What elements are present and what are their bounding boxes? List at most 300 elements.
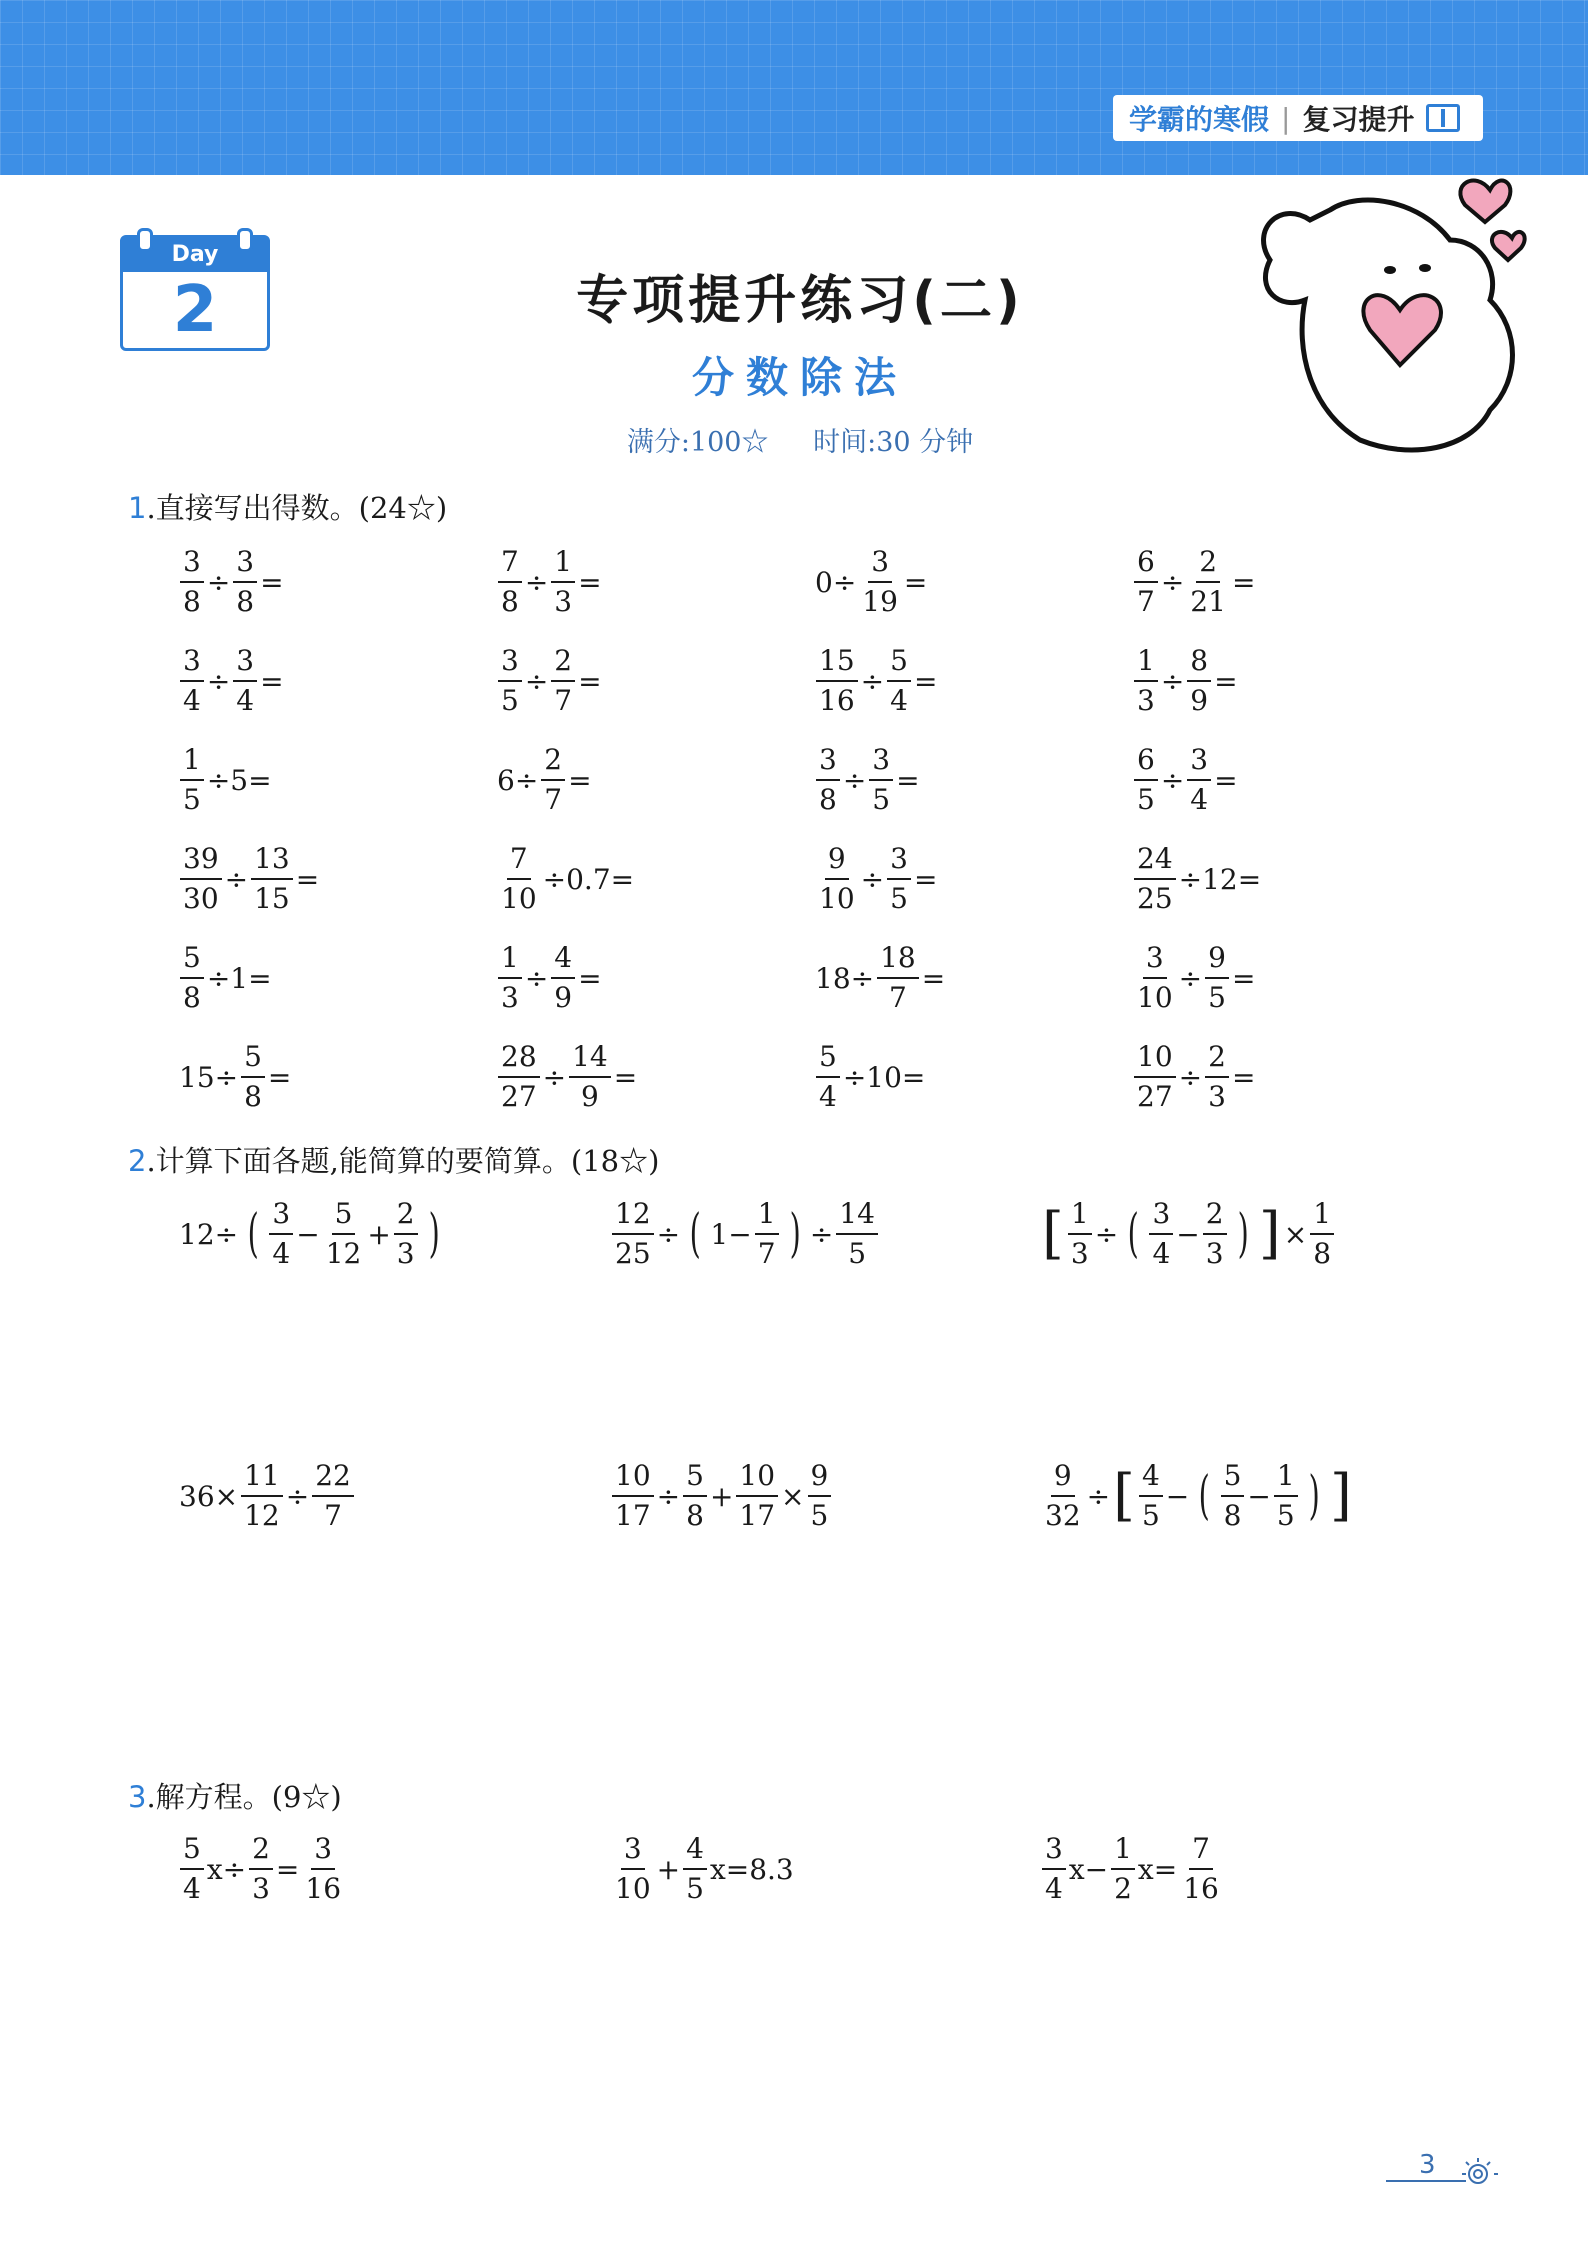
- numerator: 18: [877, 939, 919, 979]
- equation-problem: [178, 1830, 346, 1908]
- denominator: 10: [615, 1872, 651, 1905]
- denominator: 16: [1183, 1872, 1219, 1905]
- fraction: [551, 939, 575, 1017]
- oral-problem: [814, 741, 921, 819]
- numerator: 1: [1274, 1457, 1298, 1497]
- fraction: [612, 1830, 654, 1908]
- numerator: 24: [1134, 840, 1176, 880]
- numerator: 2: [1196, 543, 1220, 583]
- fraction: [180, 543, 204, 621]
- denominator: 27: [501, 1080, 537, 1113]
- oral-problem: [814, 1038, 926, 1116]
- operator-text: ×: [1283, 1217, 1308, 1251]
- operator-text: ÷: [860, 862, 885, 896]
- numerator: 7: [507, 840, 531, 880]
- fraction: [233, 642, 257, 720]
- denominator: 5: [848, 1237, 867, 1270]
- fraction: [1149, 1195, 1173, 1273]
- denominator: 12: [244, 1499, 280, 1532]
- operator-text: x=: [1137, 1852, 1178, 1886]
- oral-problem: [496, 543, 603, 621]
- denominator: 4: [183, 1872, 201, 1905]
- page-number: 3: [1386, 2150, 1466, 2182]
- operator-text: ÷: [1178, 961, 1203, 995]
- oral-problem: [178, 741, 273, 819]
- calculation-problem: [610, 1457, 833, 1535]
- fraction: [816, 642, 858, 720]
- operator-text: =: [913, 862, 938, 896]
- day-label: Day: [123, 238, 267, 272]
- oral-problem: [1132, 939, 1256, 1017]
- operator-text: x÷: [206, 1852, 247, 1886]
- fraction: [1187, 543, 1229, 621]
- numerator: 1: [1310, 1195, 1334, 1235]
- numerator: 28: [498, 1038, 540, 1078]
- numerator: 9: [808, 1457, 832, 1497]
- numerator: 13: [251, 840, 293, 880]
- denominator: 25: [615, 1237, 651, 1270]
- operator-text: ÷0.7=: [542, 862, 635, 896]
- fraction: [180, 642, 204, 720]
- numerator: 3: [269, 1195, 293, 1235]
- fraction: [541, 741, 565, 819]
- fraction: [816, 741, 840, 819]
- fraction: [755, 1195, 779, 1273]
- time-limit: 时间:30 分钟: [813, 427, 974, 458]
- denominator: 8: [183, 981, 201, 1014]
- numerator: 3: [868, 543, 892, 583]
- calculation-problem: [610, 1195, 880, 1273]
- numerator: 9: [1051, 1457, 1075, 1497]
- denominator: 7: [544, 783, 563, 816]
- oral-problem: [496, 1038, 638, 1116]
- fraction: [683, 1457, 707, 1535]
- fraction: [877, 939, 919, 1017]
- denominator: 16: [819, 684, 855, 717]
- numerator: 1: [180, 741, 204, 781]
- denominator: 8: [244, 1080, 262, 1113]
- operator-text: =: [568, 763, 592, 797]
- denominator: 3: [554, 585, 573, 618]
- section-number: 2: [128, 1144, 147, 1178]
- denominator: 4: [819, 1080, 837, 1113]
- calculation-problem: [1040, 1195, 1336, 1273]
- fraction: [816, 1038, 840, 1116]
- operator-text: =: [578, 664, 602, 698]
- operator-text: =: [260, 664, 284, 698]
- fraction: [312, 1457, 354, 1535]
- denominator: 17: [739, 1499, 776, 1532]
- operator-text: +: [367, 1217, 391, 1251]
- oral-problem: [178, 840, 320, 918]
- operator-text: 12÷: [179, 1217, 239, 1251]
- denominator: 5: [872, 783, 891, 816]
- fraction: [1205, 939, 1229, 1017]
- numerator: 3: [1187, 741, 1211, 781]
- oral-problem: [1132, 840, 1262, 918]
- fraction: [249, 1830, 273, 1908]
- fraction: [302, 1830, 344, 1908]
- fraction: [1221, 1457, 1245, 1535]
- denominator: 3: [1208, 1080, 1226, 1113]
- operator-text: =: [1231, 1060, 1256, 1094]
- numerator: 7: [1189, 1830, 1213, 1870]
- numerator: 14: [836, 1195, 878, 1235]
- operator-text: ÷: [1160, 565, 1185, 599]
- denominator: 4: [890, 684, 908, 717]
- operator-text: 6÷: [497, 763, 539, 797]
- denominator: 5: [810, 1499, 829, 1532]
- numerator: 5: [887, 642, 911, 682]
- fraction: [323, 1195, 365, 1273]
- denominator: 9: [554, 981, 573, 1014]
- operator-text: =: [295, 862, 320, 896]
- calendar-ring-icon: [137, 228, 153, 252]
- operator-text: =: [275, 1852, 300, 1886]
- denominator: 8: [236, 585, 255, 618]
- fraction: [180, 939, 204, 1017]
- numerator: 5: [816, 1038, 840, 1078]
- numerator: 3: [621, 1830, 645, 1870]
- section-number: 1: [128, 491, 147, 525]
- fraction: [1134, 642, 1158, 720]
- fraction: [887, 840, 911, 918]
- denominator: 5: [890, 882, 908, 915]
- oral-problem: [496, 840, 635, 918]
- oral-problem: [178, 939, 273, 1017]
- sun-swirl-icon: [1458, 2152, 1502, 2192]
- operator-text: −: [1247, 1479, 1271, 1513]
- numerator: 7: [498, 543, 522, 583]
- fraction: [1187, 642, 1211, 720]
- full-score: 满分:100☆: [626, 427, 769, 458]
- fraction: [808, 1457, 832, 1535]
- section-number: 3: [128, 1780, 147, 1814]
- operator-text: ÷5=: [206, 763, 272, 797]
- fraction: [180, 840, 222, 918]
- denominator: 10: [819, 882, 855, 915]
- denominator: 7: [889, 981, 907, 1014]
- operator-text: x−: [1068, 1852, 1109, 1886]
- numerator: 1: [1111, 1830, 1135, 1870]
- denominator: 5: [1141, 1499, 1160, 1532]
- fraction: [551, 543, 575, 621]
- fraction: [1187, 741, 1211, 819]
- denominator: 3: [1070, 1237, 1089, 1270]
- page-title: 专项提升练习(二): [576, 271, 1024, 331]
- section-text: .计算下面各题,能简算的要简算。(18☆): [146, 1144, 660, 1178]
- operator-text: ÷: [809, 1217, 834, 1251]
- fraction: [836, 1195, 878, 1273]
- oral-problem: [814, 543, 928, 621]
- numerator: 3: [1042, 1830, 1066, 1870]
- fraction: [1111, 1830, 1135, 1908]
- operator-text: x=8.3: [709, 1852, 794, 1886]
- fraction: [498, 642, 522, 720]
- numerator: 10: [612, 1457, 654, 1497]
- operator-text: ÷: [1160, 664, 1185, 698]
- numerator: 1: [1068, 1195, 1092, 1235]
- operator-text: ÷: [524, 565, 549, 599]
- header-banner: [0, 0, 1588, 175]
- operator-text: ÷: [206, 664, 231, 698]
- calculation-problem: [178, 1195, 448, 1273]
- equation-problem: [1040, 1830, 1224, 1908]
- denominator: 25: [1137, 882, 1173, 915]
- fraction: [233, 543, 257, 621]
- book-icon: [1426, 104, 1460, 132]
- section-1-heading: [128, 486, 447, 527]
- operator-text: =: [1214, 763, 1238, 797]
- numerator: 2: [249, 1830, 273, 1870]
- operator-text: ÷: [1086, 1479, 1111, 1513]
- denominator: 4: [1152, 1237, 1171, 1270]
- operator-text: ÷: [285, 1479, 310, 1513]
- denominator: 16: [305, 1872, 342, 1905]
- operator-text: ÷: [206, 565, 231, 599]
- numerator: 3: [1149, 1195, 1173, 1235]
- numerator: 1: [755, 1195, 779, 1235]
- denominator: 8: [819, 783, 837, 816]
- operator-text: =: [1231, 565, 1256, 599]
- oral-problem: [496, 642, 603, 720]
- denominator: 27: [1137, 1080, 1173, 1113]
- operator-text: 1−: [710, 1217, 752, 1251]
- denominator: 5: [686, 1872, 704, 1905]
- fraction: [498, 1038, 540, 1116]
- oral-problem: [496, 939, 603, 1017]
- numerator: 12: [612, 1195, 654, 1235]
- fraction: [180, 741, 204, 819]
- denominator: 8: [686, 1499, 704, 1532]
- numerator: 14: [569, 1038, 611, 1078]
- fraction: [612, 1195, 654, 1273]
- denominator: 7: [757, 1237, 776, 1270]
- oral-problem: [1132, 1038, 1256, 1116]
- bracket: [: [1113, 1463, 1135, 1528]
- numerator: 3: [1143, 939, 1167, 979]
- section-3-heading: [128, 1775, 342, 1816]
- fraction: [1274, 1457, 1298, 1535]
- parenthesis: ): [1237, 1204, 1249, 1264]
- fraction: [1134, 840, 1176, 918]
- numerator: 3: [233, 543, 257, 583]
- parenthesis: (: [247, 1204, 259, 1264]
- bracket: ]: [1258, 1201, 1281, 1266]
- operator-text: −: [1165, 1479, 1190, 1513]
- denominator: 12: [325, 1237, 362, 1270]
- fraction: [1068, 1195, 1092, 1273]
- numerator: 3: [869, 741, 893, 781]
- calculation-problem: [1040, 1457, 1354, 1535]
- denominator: 3: [252, 1872, 270, 1905]
- numerator: 5: [180, 1830, 204, 1870]
- bracket: [: [1042, 1201, 1064, 1266]
- denominator: 9: [1190, 684, 1209, 717]
- denominator: 8: [501, 585, 519, 618]
- denominator: 9: [581, 1080, 599, 1113]
- denominator: 21: [1190, 585, 1226, 618]
- numerator: 2: [551, 642, 575, 682]
- numerator: 1: [498, 939, 522, 979]
- section-text: .直接写出得数。(24☆): [146, 491, 448, 525]
- denominator: 10: [1137, 981, 1173, 1014]
- denominator: 17: [615, 1499, 651, 1532]
- fraction: [498, 939, 522, 1017]
- fraction: [869, 741, 893, 819]
- denominator: 4: [183, 684, 201, 717]
- denominator: 4: [1045, 1872, 1063, 1905]
- denominator: 5: [501, 684, 519, 717]
- fraction: [498, 840, 540, 918]
- numerator: 2: [541, 741, 565, 781]
- denominator: 8: [1313, 1237, 1332, 1270]
- oral-problem: [1132, 543, 1256, 621]
- section-text: .解方程。(9☆): [146, 1780, 342, 1814]
- parenthesis: (: [689, 1204, 701, 1264]
- parenthesis: (: [1198, 1466, 1210, 1526]
- numerator: 4: [683, 1830, 707, 1870]
- oral-problem: [814, 840, 938, 918]
- operator-text: =: [896, 763, 920, 797]
- denominator: 8: [1223, 1499, 1242, 1532]
- operator-text: +: [656, 1852, 681, 1886]
- operator-text: ÷: [656, 1217, 681, 1251]
- numerator: 6: [1134, 543, 1158, 583]
- numerator: 3: [233, 642, 257, 682]
- operator-text: ×: [781, 1479, 805, 1513]
- numerator: 9: [1205, 939, 1229, 979]
- operator-text: ÷: [1178, 1060, 1203, 1094]
- operator-text: =: [260, 565, 284, 599]
- denominator: 2: [1114, 1872, 1132, 1905]
- oral-problem: [178, 1038, 292, 1116]
- operator-text: =: [578, 565, 602, 599]
- denominator: 19: [862, 585, 898, 618]
- fraction: [859, 543, 901, 621]
- operator-text: =: [1231, 961, 1256, 995]
- fraction: [1042, 1457, 1084, 1535]
- denominator: 30: [183, 882, 219, 915]
- denominator: 15: [254, 882, 290, 915]
- day-number: 2: [172, 273, 218, 347]
- operator-text: ÷12=: [1178, 862, 1262, 896]
- operator-text: =: [613, 1060, 638, 1094]
- operator-text: ÷: [542, 1060, 567, 1094]
- oral-problem: [1132, 741, 1239, 819]
- parenthesis: ): [1308, 1466, 1320, 1526]
- operator-text: ÷: [842, 763, 867, 797]
- numerator: 3: [180, 543, 204, 583]
- fraction: [683, 1830, 707, 1908]
- fraction: [1134, 741, 1158, 819]
- denominator: 4: [272, 1237, 291, 1270]
- denominator: 7: [324, 1499, 342, 1532]
- numerator: 5: [180, 939, 204, 979]
- fraction: [1139, 1457, 1163, 1535]
- fraction: [1134, 1038, 1176, 1116]
- fraction: [394, 1195, 418, 1273]
- operator-text: 36×: [179, 1479, 239, 1513]
- numerator: 3: [816, 741, 840, 781]
- numerator: 5: [241, 1038, 265, 1078]
- denominator: 5: [1208, 981, 1226, 1014]
- numerator: 10: [1134, 1038, 1176, 1078]
- oral-problem: [178, 543, 285, 621]
- denominator: 4: [236, 684, 255, 717]
- fraction: [241, 1038, 265, 1116]
- operator-text: ÷: [1160, 763, 1185, 797]
- numerator: 3: [498, 642, 522, 682]
- fraction: [1180, 1830, 1222, 1908]
- fraction: [180, 1830, 204, 1908]
- calendar-ring-icon: [237, 228, 253, 252]
- operator-text: +: [709, 1479, 734, 1513]
- fraction: [269, 1195, 293, 1273]
- bracket: ]: [1329, 1463, 1352, 1528]
- oral-problem: [496, 741, 593, 819]
- operator-text: −: [296, 1217, 320, 1251]
- denominator: 3: [1205, 1237, 1224, 1270]
- numerator: 2: [1203, 1195, 1227, 1235]
- fraction: [612, 1457, 654, 1535]
- numerator: 2: [394, 1195, 418, 1235]
- numerator: 3: [887, 840, 911, 880]
- operator-text: 15÷: [179, 1060, 239, 1094]
- oral-problem: [1132, 642, 1239, 720]
- numerator: 6: [1134, 741, 1158, 781]
- fraction: [1134, 939, 1176, 1017]
- series-name: 学霸的寒假: [1129, 103, 1270, 136]
- parenthesis: ): [428, 1204, 440, 1264]
- operator-text: =: [578, 961, 602, 995]
- operator-text: ÷: [1094, 1217, 1119, 1251]
- numerator: 5: [332, 1195, 356, 1235]
- operator-text: 0÷: [815, 565, 857, 599]
- fraction: [816, 840, 858, 918]
- operator-text: 18÷: [815, 961, 875, 995]
- operator-text: ÷: [860, 664, 885, 698]
- numerator: 2: [1205, 1038, 1229, 1078]
- denominator: 8: [183, 585, 201, 618]
- numerator: 5: [1221, 1457, 1245, 1497]
- numerator: 15: [816, 642, 858, 682]
- operator-text: ÷: [524, 664, 549, 698]
- calculation-problem: [178, 1457, 356, 1535]
- operator-text: ÷: [656, 1479, 681, 1513]
- operator-text: −: [1176, 1217, 1200, 1251]
- operator-text: ÷1=: [206, 961, 272, 995]
- bunny-heart-illustration: [1250, 160, 1550, 460]
- operator-text: ÷: [224, 862, 249, 896]
- denominator: 4: [1190, 783, 1209, 816]
- fraction: [887, 642, 911, 720]
- denominator: 7: [1137, 585, 1155, 618]
- parenthesis: ): [789, 1204, 801, 1264]
- operator-text: =: [921, 961, 946, 995]
- section-2-heading: [128, 1139, 659, 1180]
- denominator: 5: [1137, 783, 1155, 816]
- numerator: 22: [312, 1457, 354, 1497]
- operator-text: ÷: [524, 961, 549, 995]
- oral-problem: [814, 642, 938, 720]
- oral-problem: [814, 939, 946, 1017]
- numerator: 39: [180, 840, 222, 880]
- numerator: 10: [736, 1457, 778, 1497]
- fraction: [736, 1457, 778, 1535]
- numerator: 8: [1187, 642, 1211, 682]
- numerator: 1: [1134, 642, 1158, 682]
